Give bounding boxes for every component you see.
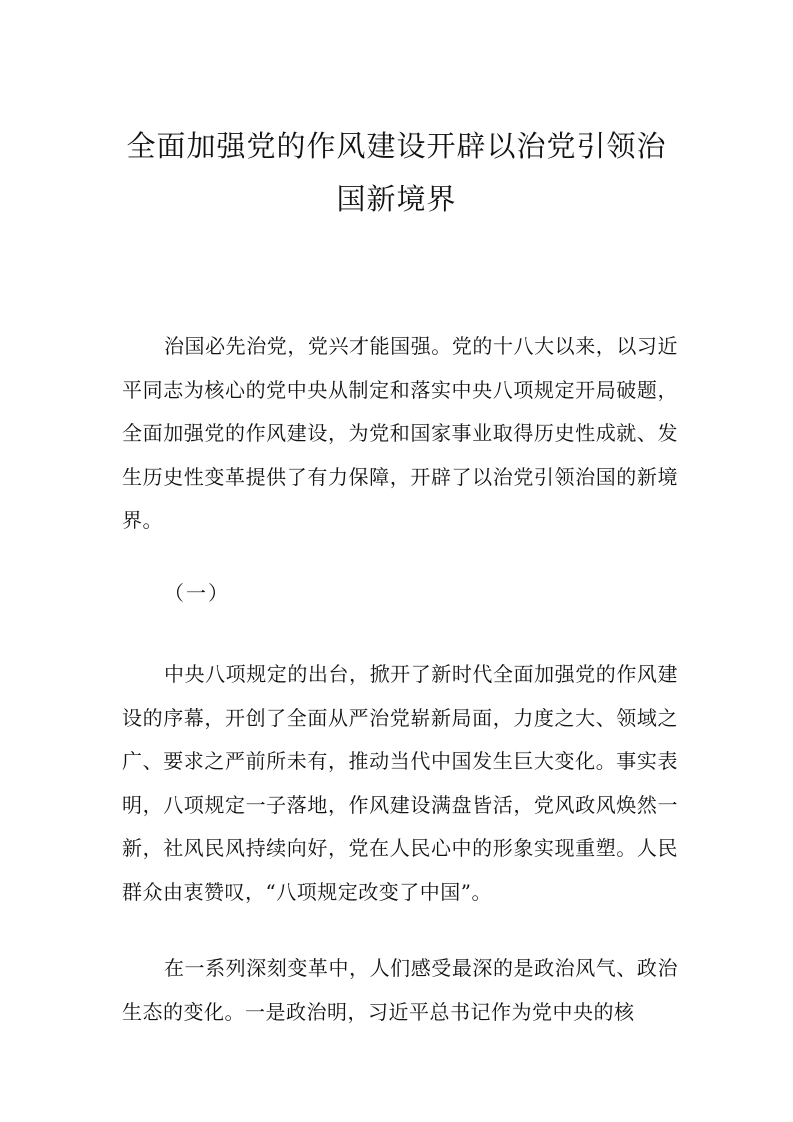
section-heading-one: （一） bbox=[164, 581, 230, 605]
document-title-line-2: 国新境界 bbox=[336, 182, 457, 216]
paragraph-eight-rules: 中央八项规定的出台，掀开了新时代全面加强党的作风建设的序幕，开创了全面从严治党崭新局面，力度之大、领域之广、要求之严前所未有，推动当代中国发生巨大变化。事实表明，八项规定一子落地，作风建设满盘皆活，党风政风焕然一新，社风民风持续向好，党在人民心中的形象实现重塑。人民群众由衷赞叹，“八项规定改变了中国”。 bbox=[122, 662, 678, 904]
paragraph-intro: 治国必先治党，党兴才能国强。党的十八大以来，以习近平同志为核心的党中央从制定和落实中央八项规定开局破题，全面加强党的作风建设，为党和国家事业取得历史性成就、发生历史性变革提供了有力保障，开辟了以治党引领治国的新境界。 bbox=[122, 334, 678, 533]
document-title-line-1: 全面加强党的作风建设开辟以治党引领治 bbox=[126, 129, 667, 163]
paragraph-political-ecology: 在一系列深刻变革中，人们感受最深的是政治风气、政治生态的变化。一是政治明，习近平总书记作为党中央的核 bbox=[122, 956, 678, 1024]
